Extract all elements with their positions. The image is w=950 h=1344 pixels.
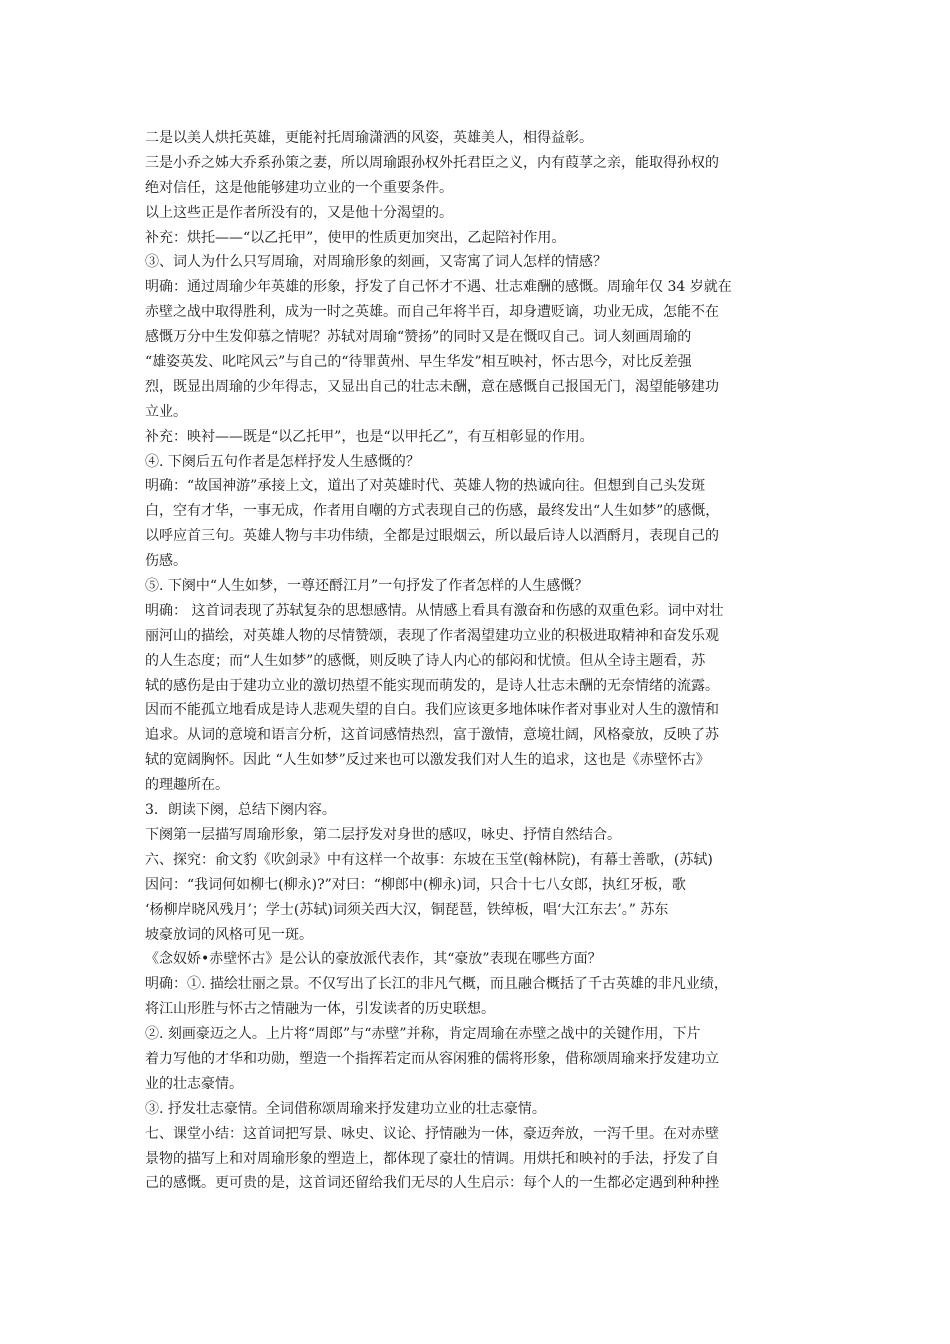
text-line: 明确： 这首词表现了苏轼复杂的思想感情。从情感上看具有激奋和伤感的双重色彩。词中对壮 — [145, 602, 724, 619]
text-line: “雄姿英发、叱咤风云”与自己的“待罪黄州、早生华发”相互映衬，怀古思今，对比反差强 — [145, 354, 692, 371]
text-line: 伤感。 — [145, 553, 187, 570]
text-line: 着力写他的才华和功勋，塑造一个指挥若定而从容闲雅的儒将形象，借称颂周瑜来抒发建功立 — [145, 1050, 719, 1067]
text-line: 丽河山的描绘，对英雄人物的尽情赞颂，表现了作者渴望建功立业的积极进取精神和奋发乐观 — [145, 627, 719, 644]
text-line: 追求。从词的意境和语言分析，这首词感情热烈，富于激情，意境壮阔，风格豪放，反映了苏 — [145, 727, 719, 744]
text-line: ④. 下阕后五句作者是怎样抒发人生感慨的？ — [145, 453, 420, 470]
text-line: 二是以美人烘托英雄，更能衬托周瑜潇洒的风姿，英雄美人，相得益彰。 — [145, 130, 593, 146]
document-body — [145, 126, 815, 1196]
text-line: 明确：①. 描绘壮丽之景。不仅写出了长江的非凡气概，而且融合概括了千古英雄的非凡业绩， — [145, 976, 728, 993]
text-line: 补充：烘托——“以乙托甲”，使甲的性质更加突出，乙起陪衬作用。 — [145, 229, 566, 246]
text-line: ⑤. 下阕中“人生如梦，一尊还酹江月”一句抒发了作者怎样的人生感慨？ — [145, 578, 589, 595]
text-line: 明确：“故国神游”承接上文，道出了对英雄时代、英雄人物的热诚向往。但想到自己头发斑 — [145, 478, 706, 495]
text-line: 六、探究：俞文豹《吹剑录》中有这样一个故事：东坡在玉堂(翰林院)，有幕士善歌，(苏轼) — [145, 851, 713, 868]
text-line: 的理趣所在。 — [145, 777, 229, 794]
text-line: 因问：“我词何如柳七(柳永)?”对曰：“柳郎中(柳永)词，只合十七八女郎，执红牙板，歌 — [145, 876, 686, 893]
text-line: 三是小乔之姊大乔系孙策之妻，所以周瑜跟孙权外托君臣之义，内有葭莩之亲，能取得孙权的 — [145, 154, 719, 171]
text-line: ‘杨柳岸晓风残月’；学士(苏轼)词须关西大汉，铜琵琶，铁绰板，唱‘大江东去’。” 苏东 — [145, 901, 669, 918]
text-line: ③、词人为什么只写周瑜，对周瑜形象的刻画，又寄寓了词人怎样的情感？ — [145, 254, 607, 271]
text-line: 3．朗读下阕，总结下阕内容。 — [145, 802, 336, 819]
text-line: 坡豪放词的风格可见一斑。 — [145, 926, 313, 943]
text-line: 轼的感伤是由于建功立业的激切热望不能实现而萌发的，是诗人壮志未酬的无奈情绪的流露。 — [145, 677, 719, 694]
text-line: 以呼应首三句。英雄人物与丰功伟绩，全都是过眼烟云，所以最后诗人以酒酹月，表现自己的 — [145, 528, 719, 545]
text-line: 业的壮志豪情。 — [145, 1075, 243, 1092]
text-line: 绝对信任，这是他能够建功立业的一个重要条件。 — [145, 179, 453, 196]
text-line: 将江山形胜与怀古之情融为一体，引发读者的历史联想。 — [145, 1001, 495, 1018]
text-line: 明确：通过周瑜少年英雄的形象，抒发了自己怀才不遇、壮志难酬的感慨。周瑜年仅 34 岁就在 — [145, 279, 732, 296]
text-line: 己的感慨。更可贵的是，这首词还留给我们无尽的人生启示：每个人的一生都必定遇到种种挫 — [145, 1175, 719, 1192]
text-line: 景物的描写上和对周瑜形象的塑造上，都体现了豪壮的情调。用烘托和映衬的手法，抒发了自 — [145, 1150, 719, 1167]
text-line: 立业。 — [145, 403, 187, 420]
text-line: 《念奴娇•赤壁怀古》是公认的豪放派代表作，其“豪放”表现在哪些方面？ — [145, 951, 602, 968]
text-line: 下阕第一层描写周瑜形象，第二层抒发对身世的感叹，咏史、抒情自然结合。 — [145, 826, 621, 843]
text-line: 赤壁之战中取得胜利，成为一时之英雄。而自己年将半百，却身遭贬谪，功业无成，怎能不在 — [145, 304, 719, 321]
text-line: 感慨万分中生发仰慕之情呢？苏轼对周瑜“赞扬”的同时又是在慨叹自己。词人刻画周瑜的 — [145, 329, 692, 346]
text-line: 因而不能孤立地看成是诗人悲观失望的自白。我们应该更多地体味作者对事业对人生的激情和 — [145, 702, 719, 719]
text-line: 烈，既显出周瑜的少年得志，又显出自己的壮志未酬，意在感慨自己报国无门，渴望能够建功 — [145, 378, 719, 395]
text-line: 补充：映衬——既是“以乙托甲”，也是“以甲托乙”，有互相彰显的作用。 — [145, 428, 594, 445]
text-line: 轼的宽阔胸怀。因此 “人生如梦”反过来也可以激发我们对人生的追求，这也是《赤壁怀古》 — [145, 752, 710, 769]
text-line: 白，空有才华，一事无成，作者用自嘲的方式表现自己的伤感，最终发出“人生如梦”的感慨， — [145, 503, 720, 520]
text-line: ②. 刻画豪迈之人。上片将“周郎”与“赤壁”并称，肯定周瑜在赤壁之战中的关键作用，下片 — [145, 1026, 701, 1043]
text-line: ③. 抒发壮志豪情。全词借称颂周瑜来抒发建功立业的壮志豪情。 — [145, 1100, 546, 1117]
text-line: 以上这些正是作者所没有的，又是他十分渴望的。 — [145, 204, 453, 221]
text-line: 的人生态度；而“人生如梦”的感慨，则反映了诗人内心的郁闷和忧愤。但从全诗主题看，苏 — [145, 652, 706, 669]
text-line: 七、课堂小结：这首词把写景、咏史、议论、抒情融为一体，豪迈奔放，一泻千里。在对赤壁 — [145, 1125, 719, 1142]
